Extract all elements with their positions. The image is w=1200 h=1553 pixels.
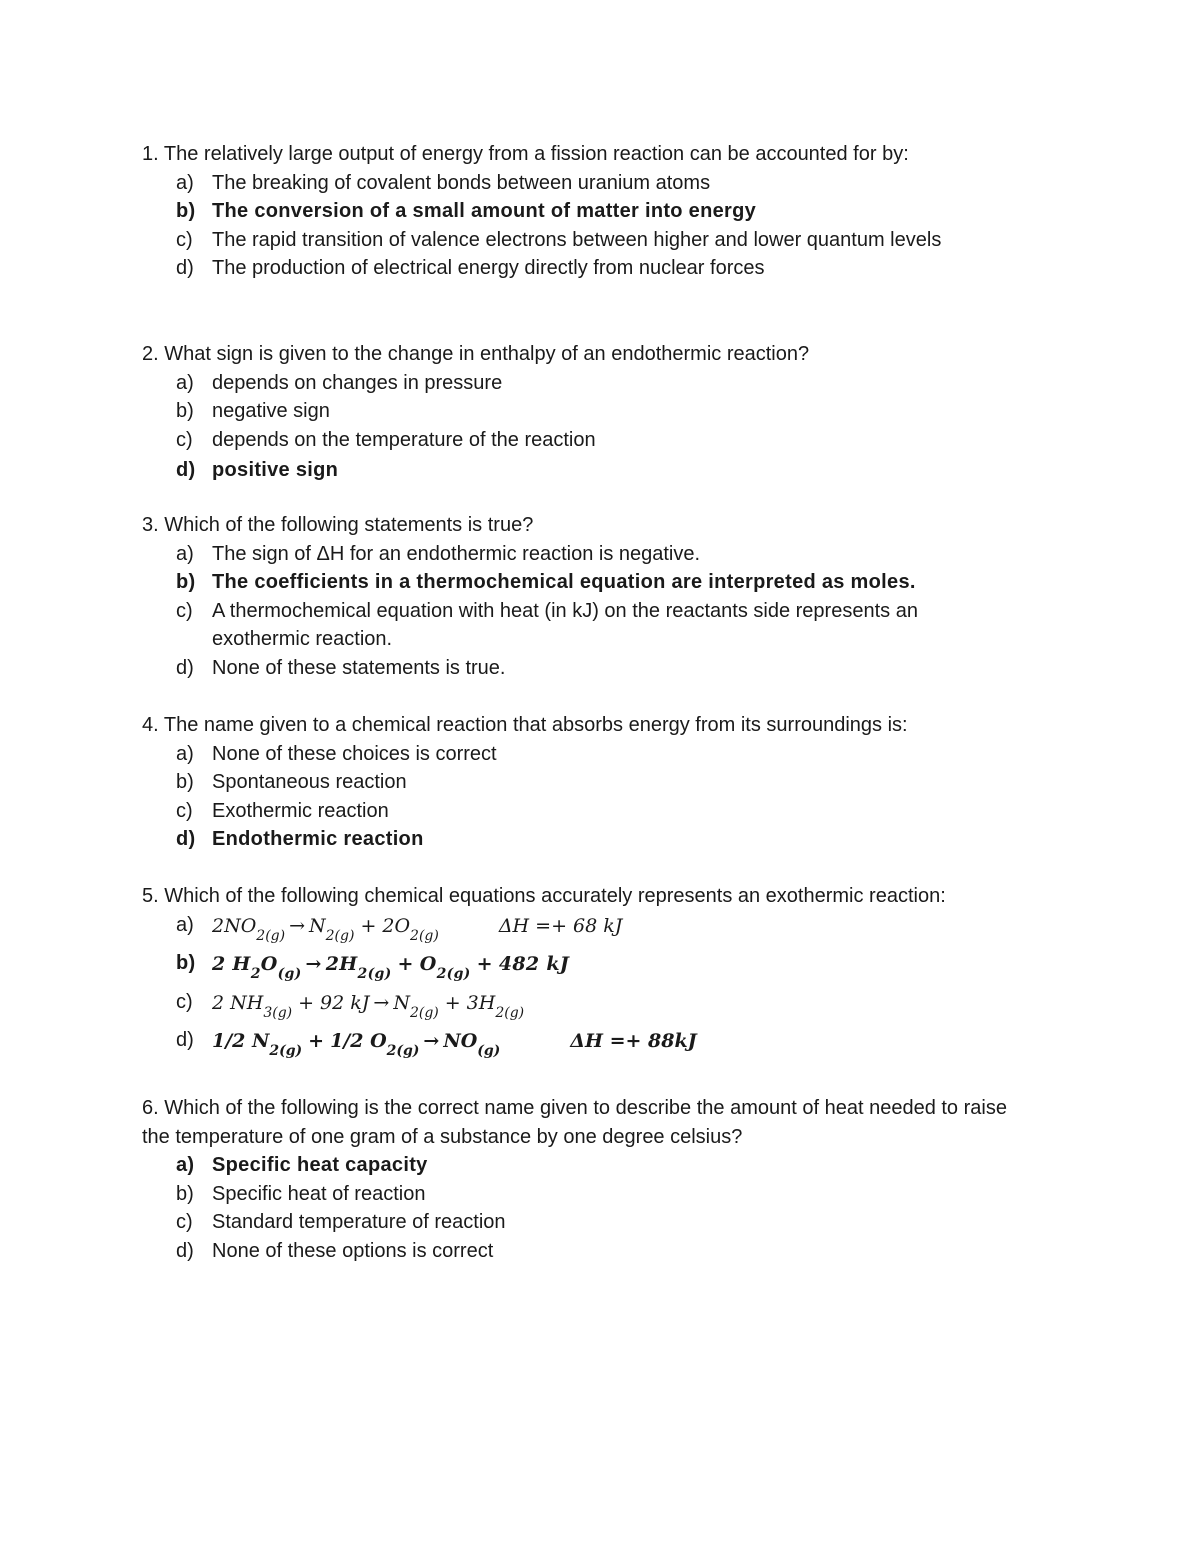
option-label: b) [176, 571, 196, 593]
option-label: b) [176, 771, 194, 793]
question-5-option-b-correct [142, 949, 1042, 988]
question-6-text: 6. Which of the following is the correct name given to describe the amount of heat needed to raise the temperature of one gram of a substance by one degree celsius? [142, 1097, 1013, 1148]
question-6-options [142, 1151, 1032, 1265]
option-label: b) [176, 200, 196, 222]
question-4-option-c [142, 797, 1042, 826]
option-text: Spontaneous reaction [212, 771, 407, 793]
option-text: Exothermic reaction [212, 799, 389, 822]
equation-d: 1/2 $N_{2(g)} + 1/2$ $O_{2(g)} \to NO_{(g)}$ ΔH =+ 88kJ [212, 1030, 697, 1059]
question-1-option-b-correct [142, 197, 1042, 226]
question-5-option-a [142, 911, 1042, 950]
equation-c: 2 $NH_{3(g)} + 92$ kJ → $N_{2(g)} + 3H_{2(g)}$ [212, 991, 525, 1021]
option-label: c) [176, 428, 193, 451]
question-5-options [142, 911, 1042, 1065]
option-label: a) [176, 913, 194, 936]
question-5-option-c [142, 988, 1042, 1027]
option-text: The production of electrical energy directly from nuclear forces [212, 257, 765, 279]
question-2-option-c [142, 426, 1042, 455]
option-text: The sign of ΔH for an endothermic reaction is negative. [212, 542, 701, 565]
option-label: c) [176, 799, 193, 822]
question-4-option-d-correct [142, 825, 1042, 854]
option-label: b) [176, 952, 196, 974]
question-6-option-b [142, 1180, 1032, 1209]
question-4-text: 4. The name given to a chemical reaction that absorbs energy from its surroundings is: [142, 714, 908, 736]
question-3-option-b-correct [142, 568, 1042, 597]
option-label: c) [176, 990, 193, 1013]
delta-h-value: ΔH =+ 88kJ [570, 1030, 697, 1052]
question-4 [142, 711, 1042, 854]
question-2 [142, 340, 1042, 485]
equation-b: 2 $H_2O_{(g)} \to 2H_{2(g)} + O_{2(g)} + 482$ kJ [212, 953, 570, 982]
question-5 [142, 882, 1042, 1065]
option-label: a) [176, 171, 194, 194]
question-2-option-a [142, 369, 1042, 398]
option-label: a) [176, 1154, 195, 1176]
option-text: Specific heat capacity [212, 1154, 428, 1176]
question-3-option-a [142, 540, 1042, 569]
question-2-text: 2. What sign is given to the change in enthalpy of an endothermic reaction? [142, 343, 810, 365]
option-text: negative sign [212, 400, 330, 422]
option-text: depends on the temperature of the reaction [212, 428, 596, 451]
question-4-option-b [142, 768, 1042, 797]
option-label: c) [176, 599, 193, 622]
option-text: None of these choices is correct [212, 742, 497, 765]
option-label: d) [176, 257, 194, 279]
option-text: The rapid transition of valence electrons between higher and lower quantum levels [212, 228, 942, 251]
option-label: b) [176, 1182, 194, 1205]
option-label: a) [176, 371, 194, 394]
option-text: The conversion of a small amount of matter into energy [212, 200, 757, 222]
option-text: None of these statements is true. [212, 656, 506, 679]
question-1-option-c [142, 226, 1042, 255]
option-text: The coefficients in a thermochemical equation are interpreted as moles. [212, 571, 916, 593]
question-1-option-d [142, 254, 1042, 283]
option-label: d) [176, 459, 196, 481]
option-label: d) [176, 1239, 194, 1262]
question-3-text: 3. Which of the following statements is true? [142, 514, 534, 536]
option-label: a) [176, 542, 194, 565]
option-text: Specific heat of reaction [212, 1182, 426, 1205]
question-5-text: 5. Which of the following chemical equations accurately represents an exothermic reaction: [142, 885, 946, 907]
option-label: d) [176, 656, 194, 679]
option-text: Standard temperature of reaction [212, 1211, 506, 1233]
option-label: b) [176, 400, 194, 422]
question-3-option-c [142, 597, 1042, 654]
question-3-option-d [142, 654, 1042, 683]
question-5-option-d [142, 1026, 1042, 1065]
option-label: c) [176, 1211, 193, 1233]
question-1-option-a [142, 169, 1042, 198]
question-2-option-b [142, 397, 1042, 426]
question-6-option-a-correct [142, 1151, 1032, 1180]
question-1-text: 1. The relatively large output of energy from a fission reaction can be accounted for by: [142, 143, 909, 165]
question-6 [142, 1094, 1032, 1265]
question-1 [142, 140, 1042, 283]
question-3 [142, 511, 1042, 682]
question-6-option-d [142, 1237, 1032, 1266]
question-4-options [142, 740, 1042, 854]
question-4-option-a [142, 740, 1042, 769]
option-label: d) [176, 1029, 194, 1051]
question-2-option-d-correct [142, 456, 1042, 485]
option-text: Endothermic reaction [212, 828, 424, 850]
option-label: c) [176, 228, 193, 251]
option-text: The breaking of covalent bonds between uranium atoms [212, 171, 711, 194]
option-label: d) [176, 828, 196, 850]
question-2-options [142, 369, 1042, 485]
equation-a: $2NO_{2(g)} \to N_{2(g)} + 2O_{2(g)}$ ΔH =+ 68 kJ [212, 914, 623, 944]
option-label: a) [176, 742, 194, 765]
option-text: positive sign [212, 459, 339, 481]
question-1-options [142, 169, 1042, 283]
option-text: depends on changes in pressure [212, 371, 503, 394]
option-text: A thermochemical equation with heat (in kJ) on the reactants side represents an exothermic reaction. [212, 599, 918, 650]
question-3-options [142, 540, 1042, 683]
question-6-option-c [142, 1208, 1032, 1237]
delta-h-value: ΔH =+ 68 kJ [498, 914, 623, 937]
option-text: None of these options is correct [212, 1239, 494, 1262]
